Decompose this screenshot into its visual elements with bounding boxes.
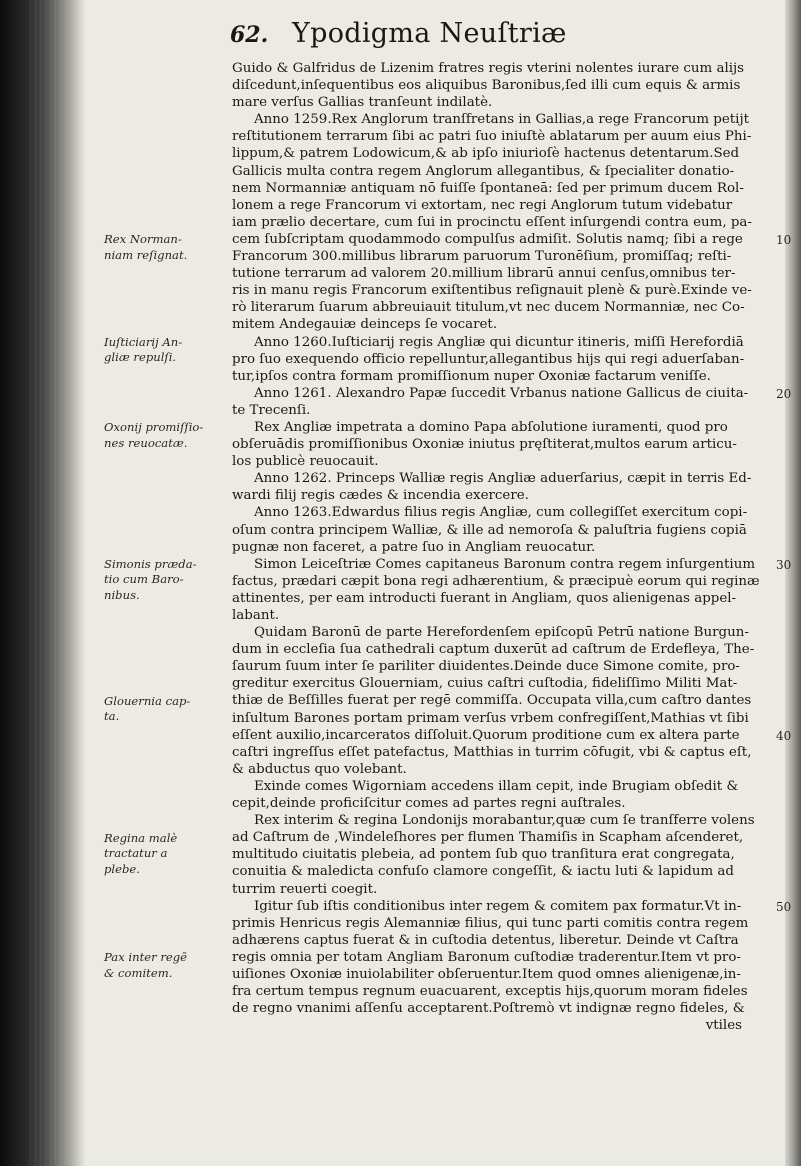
page-number: 62. (230, 22, 269, 48)
running-title: Ypodigma Neuſtriæ (292, 18, 567, 49)
margin-note-line: Oxonij promiſſio- (104, 420, 204, 435)
text-line: Anno 1259.Rex Anglorum tranſfretans in Gallias,a rege Francorum petijt (254, 112, 749, 128)
text-line: & abductus quo volebant. (232, 761, 407, 777)
text-line: factus, prædari cæpit bona regi adhærentium, & præcipuè eorum qui reginæ (232, 573, 760, 589)
margin-note-line: nibus. (104, 587, 140, 602)
text-line: Francorum 300.millibus librarum paruorum Turonēſium, promiſſaq; reſti- (232, 249, 732, 265)
text-line: Anno 1263.Edwardus filius regis Angliæ, cum collegiſſet exercitum copi- (254, 505, 748, 521)
text-line: cepit,deinde proficiſcitur comes ad partes regni auſtrales. (232, 796, 626, 812)
margin-note (104, 831, 222, 878)
text-line: Exinde comes Wigorniam accedens illam cepit, inde Brugiam obſedit & (254, 778, 739, 794)
text-line: turrim reuerti coegit. (232, 881, 378, 897)
page-header (230, 18, 770, 54)
margin-note-line: Glouernia cap- (104, 693, 191, 708)
text-line: fra certum tempus regnum euacuarent, exceptis hijs,quorum moram fideles (232, 984, 748, 1000)
margin-note (104, 950, 222, 981)
text-line: conuitia & maledicta confuſo clamore congeſſit, & iactu luti & lapidum ad (232, 864, 734, 880)
text-line: uiſiones Oxoniæ inuiolabiliter obſeruentur.Item quod omnes alienigenæ,in- (232, 966, 741, 982)
text-line: Guido & Galfridus de Lizenim fratres regis vterini nolentes iurare cum alijs (232, 61, 745, 76)
text-line: reſtitutionem terrarum ſibi ac patri ſuo iniuſtè ablatarum per auum eius Phi- (232, 129, 752, 145)
text-line: tur,ipſos contra formam promiſſionum nuper Oxoniæ factarum veniſſe. (232, 368, 711, 384)
text-line: los publicè reuocauit. (232, 454, 379, 470)
text-line: vtiles (705, 1018, 742, 1034)
text-line: Rex interim & regina Londonijs morabantur,quæ cum ſe tranſferre volens (254, 813, 755, 829)
line-number: 20 (776, 386, 792, 401)
margin-note (104, 232, 222, 263)
text-line: attinentes, per eam introducti fuerant in Angliam, quos alienigenas appel- (232, 590, 737, 606)
text-line: Anno 1261. Alexandro Papæ ſuccedit Vrbanus natione Gallicus de ciuita- (254, 385, 749, 401)
line-number: 30 (776, 557, 792, 572)
text-line: dum in eccleſia ſua cathedrali captum duxerūt ad caſtrum de Erdefleya, The- (232, 642, 755, 658)
text-line: Rex Angliæ impetrata a domino Papa abſolutione iuramenti, quod pro (254, 419, 728, 435)
text-line: caſtri ingreſſus eſſet patefactus, Matthias in turrim cōfugit, vbi & captus eſt, (232, 744, 752, 760)
margin-note (104, 694, 222, 725)
text-line: ris in manu regis Francorum exiſtentibus reſignauit plenè & purè.Exinde ve- (232, 283, 752, 299)
margin-note-line: ta. (104, 709, 120, 724)
text-line: inſultum Barones portam primam verſus vrbem confregiſſent,Mathias vt ſibi (232, 710, 749, 726)
text-line: mare verſus Gallias tranſeunt indilatè. (232, 95, 493, 111)
margin-note-line: Pax inter regē (104, 950, 188, 965)
text-line: ad Caſtrum de ,Windeleſhores per flumen Thamiſis in Scapham aſcenderet, (232, 830, 744, 846)
text-line: nem Normanniæ antiquam nō fuiſſe ſpontaneā: ſed per primum ducem Rol- (232, 180, 744, 196)
line-number: 10 (776, 233, 792, 247)
text-line: Igitur ſub iſtis conditionibus inter regem & comitem pax formatur.Vt in- (254, 898, 742, 914)
text-line: iam prælio decertare, cum ſui in procinctu eſſent inſurgendi contra eum, pa- (232, 214, 752, 230)
body-text (232, 60, 772, 1034)
text-line: pro ſuo exequendo officio repelluntur,allegantibus hijs qui regi aduerſaban- (232, 351, 745, 367)
text-line: pugnæ non faceret, a patre ſuo in Angliam reuocatur. (232, 539, 596, 555)
text-line: primis Henricus regis Alemanniæ filius, qui tunc parti comitis contra regem (232, 915, 749, 931)
text-line: eſſent auxilio,incarceratos diſſoluit.Quorum proditione cum ex altera parte (232, 727, 740, 743)
text-line: Anno 1262. Princeps Walliæ regis Angliæ aduerſarius, cæpit in terris Ed- (254, 471, 752, 487)
margin-note-line: Iuſticiarij An- (104, 334, 183, 349)
margin-note-line: niam reſignat. (104, 247, 188, 262)
margin-note-line: & comitem. (104, 965, 173, 980)
text-line: thiæ de Beſſilles fuerat per regē commiſſa. Occupata villa,cum caſtro dantes (232, 693, 752, 709)
text-line: obſeruādis promiſſionibus Oxoniæ iniutus pręſtiterat,multos earum articu- (232, 437, 737, 453)
margin-note-line: nes reuocatæ. (104, 435, 188, 450)
text-line: oſum contra principem Walliæ, & ille ad nemoroſa & paluſtria fugiens copiā (232, 522, 747, 538)
margin-note-line: Rex Norman- (104, 232, 182, 246)
text-line: Quidam Baronū de parte Herefordenſem epiſcopū Petrū natione Burgun- (254, 625, 749, 641)
margin-note (104, 420, 222, 451)
margin-note (104, 335, 222, 366)
text-line: regis omnia per totam Angliam Baronum cuſtodiæ traderentur.Item vt pro- (232, 949, 741, 965)
text-line: Gallicis multa contra regem Anglorum allegantibus, & ſpecialiter donatio- (232, 163, 735, 179)
text-line: Anno 1260.Iuſticiarij regis Angliæ qui dicuntur itineris, miſſi Herefordiā (254, 334, 744, 350)
text-line: rò literarum ſuarum abbreuiauit titulum,vt nec ducem Normanniæ, nec Co- (232, 300, 745, 316)
text-line: lonem a rege Francorum vi extortam, nec regi Anglorum tutum videbatur (232, 197, 733, 213)
margin-note-line: tractatur a (104, 846, 168, 860)
text-line: adhærens captus fuerat & in cuſtodia detentus, liberetur. Deinde vt Caſtra (232, 932, 739, 948)
text-line: wardi filij regis cædes & incendia exercere. (232, 488, 529, 504)
margin-note-line: gliæ repulſi. (104, 350, 177, 365)
text-line: greditur exercitus Glouerniam, cuius caſtri cuſtodia, fideliſſimo Militi Mat- (232, 676, 738, 692)
text-line: te Trecenſi. (232, 402, 311, 418)
text-line: cem ſubſcriptam quodammodo compulſus admiſit. Solutis namq; ſibi a rege (232, 231, 743, 247)
text-line: de regno vnanimi aſſenſu acceptarent.Poſtremò vt indignæ regno fideles, & (232, 1001, 745, 1017)
text-line: mitem Andegauiæ deinceps ſe vocaret. (232, 317, 498, 333)
margin-note-line: tio cum Baro- (104, 572, 184, 587)
line-number: 40 (776, 728, 792, 743)
margin-note (104, 557, 222, 604)
text-line: ſaurum ſuum inter ſe pariliter diuidentes.Deinde duce Simone comite, pro- (232, 659, 740, 675)
text-line: lippum,& patrem Lodowicum,& ab ipſo iniurioſè hactenus detentarum.Sed (232, 146, 740, 162)
book-spine-shadow (0, 0, 86, 1166)
text-line: Simon Leiceſtriæ Comes capitaneus Baronum contra regem inſurgentium (254, 556, 756, 572)
margin-note-line: Simonis præda- (104, 556, 197, 571)
margin-note-line: plebe. (104, 861, 140, 876)
text-line: diſcedunt,inſequentibus eos aliquibus Baronibus,ſed illi cum equis & armis (232, 78, 741, 94)
text-line: tutione terrarum ad valorem 20.millium librarū annui cenſus,omnibus ter- (232, 266, 736, 282)
margin-note-line: Regina malè (104, 830, 178, 845)
text-line: multitudo ciuitatis plebeia, ad pontem ſub quo tranſitura erat congregata, (232, 847, 735, 863)
text-line: labant. (232, 608, 280, 623)
line-number: 50 (776, 899, 792, 914)
page-edge-shadow (785, 0, 801, 1166)
